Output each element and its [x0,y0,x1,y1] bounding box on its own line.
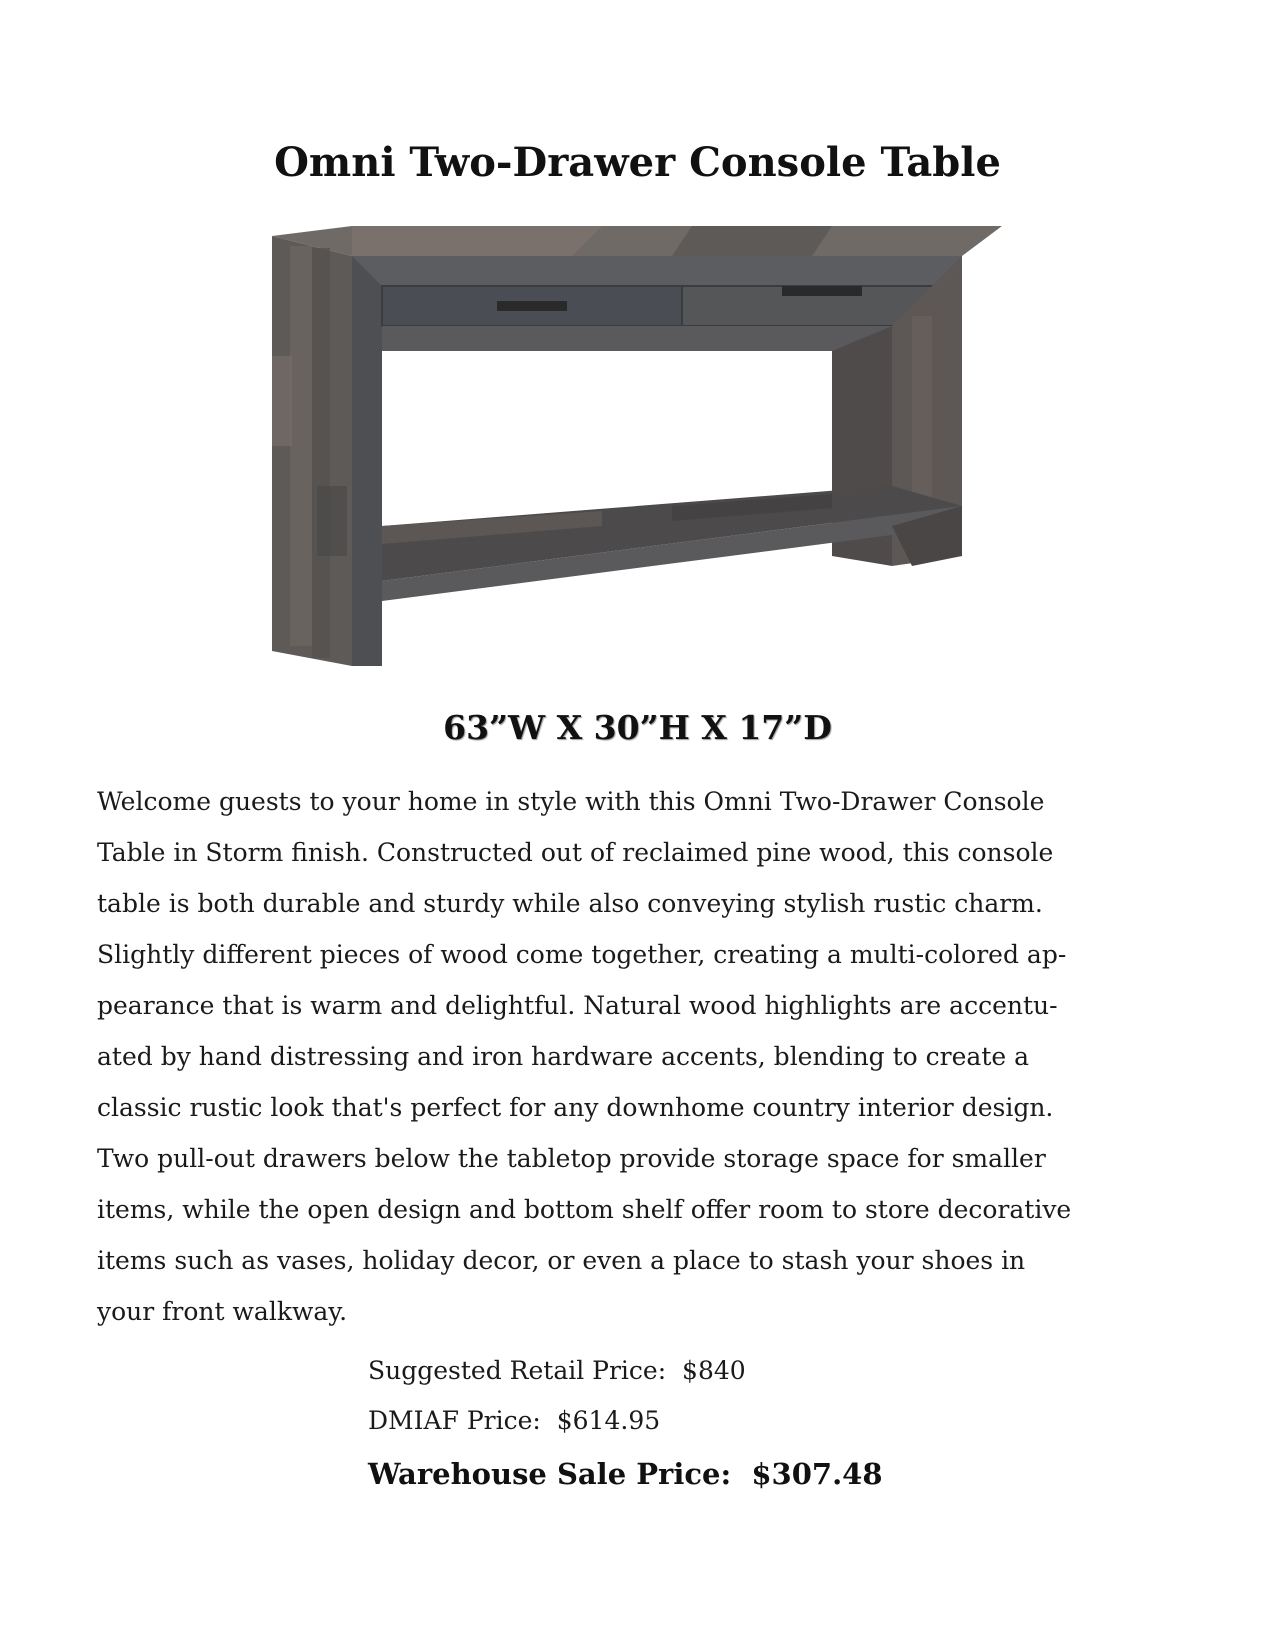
product-image [272,226,1002,686]
description-line: Welcome guests to your home in style with this Omni Two-Drawer Console [97,787,1045,816]
page-title: Omni Two-Drawer Console Table [274,139,1001,186]
description-line: classic rustic look that's perfect for any downhome country interior design. [97,1093,1054,1122]
left-drawer-handle [497,301,567,311]
description-line: ated by hand distressing and iron hardware accents, blending to create a [97,1042,1030,1071]
warehouse-sale-price: Warehouse Sale Price: $307.48 [368,1457,883,1491]
description-line: table is both durable and sturdy while also conveying stylish rustic charm. [97,889,1043,918]
description-line: your front walkway. [97,1297,348,1326]
description-line: items, while the open design and bottom shelf offer room to store decorative [97,1195,1072,1224]
retail-price: Suggested Retail Price: $840 [368,1356,746,1385]
dmiaf-price: DMIAF Price: $614.95 [368,1406,661,1435]
description-line: Slightly different pieces of wood come together, creating a multi-colored ap- [97,940,1067,969]
description-line: pearance that is warm and delightful. Natural wood highlights are accentu- [97,991,1058,1020]
description-line: Table in Storm finish. Constructed out of reclaimed pine wood, this console [97,838,1054,867]
description-line: items such as vases, holiday decor, or even a place to stash your shoes in [97,1246,1026,1275]
product-description [97,776,1187,1337]
description-line: Two pull-out drawers below the tabletop provide storage space for smaller [97,1144,1046,1173]
price-list [368,1346,1068,1502]
console-table-icon [272,226,1002,686]
right-drawer-handle [782,286,862,296]
dimensions: 63”W X 30”H X 17”D [443,708,832,747]
